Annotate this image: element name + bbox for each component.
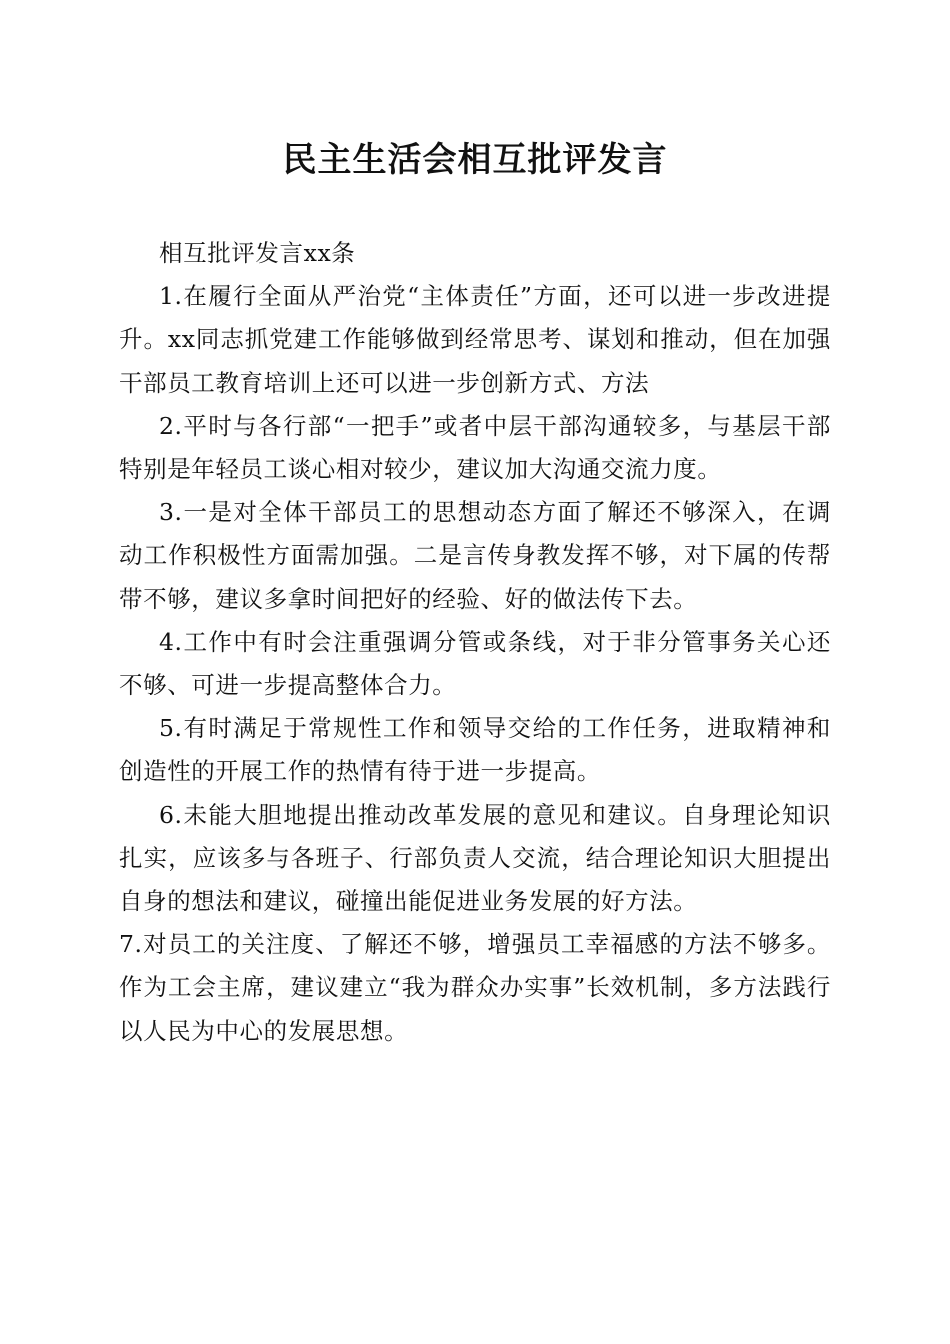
document-body bbox=[119, 232, 831, 1053]
paragraph-item-2: 2.平时与各行部“一把手”或者中层干部沟通较多，与基层干部特别是年轻员工谈心相对较少，建议加大沟通交流力度。 bbox=[119, 411, 831, 484]
paragraph-item-6: 6.未能大胆地提出推动改革发展的意见和建议。自身理论知识扎实，应该多与各班子、行部负责人交流，结合理论知识大胆提出自身的想法和建议，碰撞出能促进业务发展的好方法。 bbox=[119, 800, 831, 916]
document-title: 民主生活会相互批评发言 bbox=[282, 140, 668, 180]
document-subtitle: 相互批评发言xx条 bbox=[159, 239, 356, 267]
paragraph-item-3: 3.一是对全体干部员工的思想动态方面了解还不够深入，在调动工作积极性方面需加强。二是言传身教发挥不够，对下属的传帮带不够，建议多拿时间把好的经验、好的做法传下去。 bbox=[119, 498, 831, 613]
paragraph-item-5: 5.有时满足于常规性工作和领导交给的工作任务，进取精神和创造性的开展工作的热情有待于进一步提高。 bbox=[119, 714, 831, 786]
paragraph-item-4: 4.工作中有时会注重强调分管或条线，对于非分管事务关心还不够、可进一步提高整体合力。 bbox=[119, 627, 831, 700]
paragraph-item-1: 1.在履行全面从严治党“主体责任”方面，还可以进一步改进提升。xx同志抓党建工作能够做到经常思考、谋划和推动，但在加强干部员工教育培训上还可以进一步创新方式、方法 bbox=[119, 282, 831, 397]
paragraph-item-7: 7.对员工的关注度、了解还不够，增强员工幸福感的方法不够多。作为工会主席，建议建立“我为群众办实事”长效机制，多方法践行以人民为中心的发展思想。 bbox=[119, 930, 831, 1045]
